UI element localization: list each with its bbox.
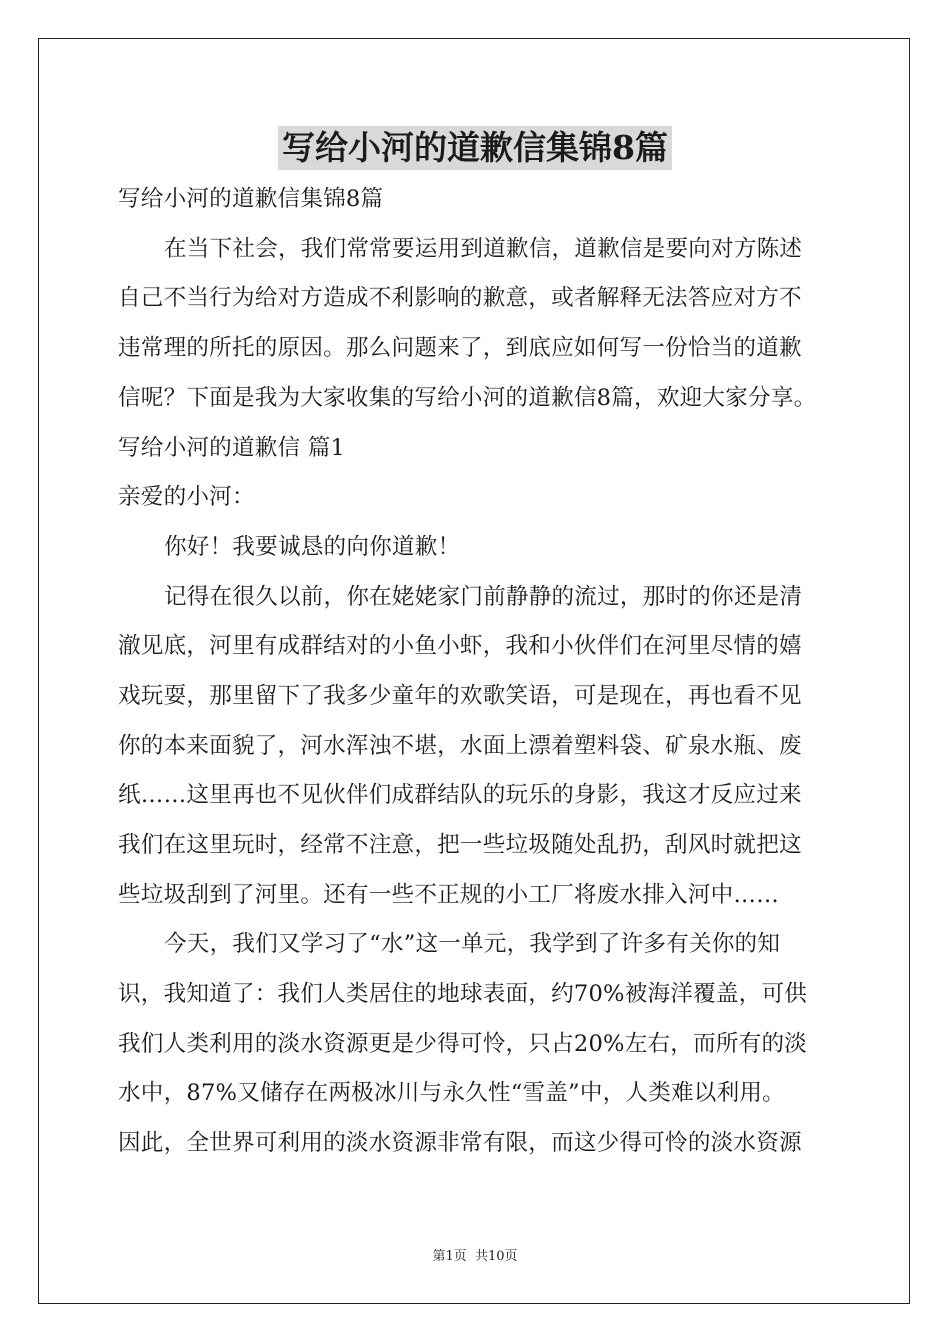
page-total: 共10页: [474, 1249, 518, 1264]
paragraph-line: 识，我知道了：我们人类居住的地球表面，约70%被海洋覆盖，可供: [118, 981, 808, 1007]
paragraph-line: 些垃圾刮到了河里。还有一些不正规的小工厂将废水排入河中……: [118, 882, 780, 908]
paragraph-line: 澈见底，河里有成群结对的小鱼小虾，我和小伙伴们在河里尽情的嬉: [118, 633, 802, 659]
paragraph-line: 你好！我要诚恳的向你道歉！: [164, 534, 461, 560]
paragraph-line: 信呢？下面是我为大家收集的写给小河的道歉信8篇，欢迎大家分享。: [118, 385, 817, 411]
page-border: [38, 38, 910, 1304]
paragraph-line: 自己不当行为给对方造成不利影响的歉意，或者解释无法答应对方不: [118, 285, 802, 311]
subtitle-line: 写给小河的道歉信集锦8篇: [118, 186, 384, 212]
document-title: 写给小河的道歉信集锦8篇: [278, 126, 672, 170]
paragraph-line: 今天，我们又学习了“水”这一单元，我学到了许多有关你的知: [164, 931, 781, 957]
page-number: 第1页: [432, 1249, 467, 1264]
title-wrap: [0, 126, 950, 170]
paragraph-line: 你的本来面貌了，河水浑浊不堪，水面上漂着塑料袋、矿泉水瓶、废: [118, 733, 802, 759]
paragraph-line: 我们人类利用的淡水资源更是少得可怜，只占20%左右，而所有的淡: [118, 1031, 808, 1057]
paragraph-line: 因此，全世界可利用的淡水资源非常有限，而这少得可怜的淡水资源: [118, 1130, 802, 1156]
paragraph-line: 在当下社会，我们常常要运用到道歉信，道歉信是要向对方陈述: [164, 236, 803, 262]
paragraph-line: 记得在很久以前，你在姥姥家门前静静的流过，那时的你还是清: [164, 584, 803, 610]
paragraph-line: 纸……这里再也不见伙伴们成群结队的玩乐的身影，我这才反应过来: [118, 782, 802, 808]
section-heading: 写给小河的道歉信 篇1: [118, 435, 346, 461]
paragraph-line: 水中，87%又储存在两极冰川与永久性“雪盖”中，人类难以利用。: [118, 1080, 785, 1106]
paragraph-line: 违常理的所托的原因。那么问题来了，到底应如何写一份恰当的道歉: [118, 335, 802, 361]
paragraph-line: 戏玩耍，那里留下了我多少童年的欢歌笑语，可是现在，再也看不见: [118, 683, 802, 709]
paragraph-line: 我们在这里玩时，经常不注意，把一些垃圾随处乱扔，刮风时就把这: [118, 832, 802, 858]
salutation: 亲爱的小河：: [118, 484, 255, 510]
page-footer: [0, 1248, 950, 1266]
